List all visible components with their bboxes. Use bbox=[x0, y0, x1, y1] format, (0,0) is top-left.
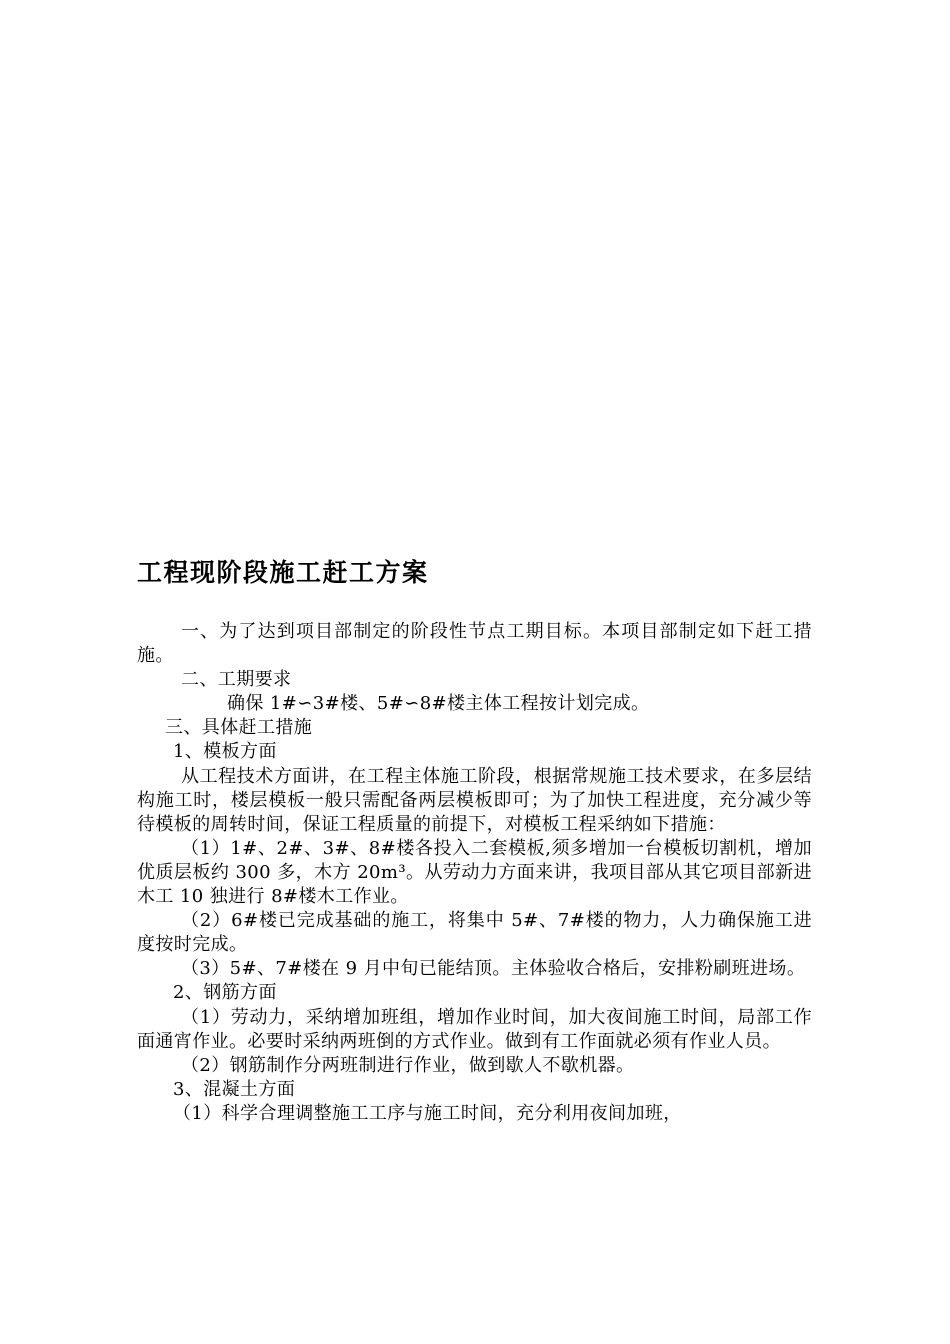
list-item-formwork-2: （2）6#楼已完成基础的施工，将集中 5#、7#楼的物力，人力确保施工进度按时完成。 bbox=[137, 910, 812, 956]
heading-concrete: 3、混凝土方面 bbox=[173, 1078, 296, 1100]
paragraph-schedule-requirement: 确保 1#∽3#楼、5#∽8#楼主体工程按计划完成。 bbox=[227, 693, 650, 715]
list-item-formwork-1: （1）1#、2#、3#、8#楼各投入二套模板,须多增加一台模板切割机，增加优质层板约 300 多，木方 20m³。从劳动力方面来讲，我项目部从其它项目部新进木工 10 独进行 8#楼木工作业。 bbox=[137, 837, 812, 908]
paragraph-formwork-intro: 从工程技术方面讲，在工程主体施工阶段，根据常规施工技术要求，在多层结构施工时，楼层模板一般只需配备两层模板即可；为了加快工程进度，充分减少等待模板的周转时间，保证工程质量的前提下，对模板工程采纳如下措施： bbox=[137, 765, 812, 835]
list-item-rebar-1: （1）劳动力，采纳增加班组，增加作业时间，加大夜间施工时间，局部工作面通宵作业。必要时采纳两班倒的方式作业。做到有工作面就必须有作业人员。 bbox=[137, 1006, 812, 1052]
list-item-concrete-1: （1）科学合理调整施工工序与施工时间，充分利用夜间加班， bbox=[173, 1102, 682, 1124]
paragraph-intro: 一、为了达到项目部制定的阶段性节点工期目标。本项目部制定如下赶工措施。 bbox=[137, 621, 812, 667]
document-title: 工程现阶段施工赶工方案 bbox=[137, 558, 429, 587]
document-body bbox=[137, 620, 812, 1126]
list-item-rebar-2: （2）钢筋制作分两班制进行作业，做到歇人不歇机器。 bbox=[181, 1054, 635, 1076]
heading-formwork: 1、模板方面 bbox=[173, 741, 277, 763]
heading-rebar: 2、钢筋方面 bbox=[173, 982, 277, 1004]
heading-specific-measures: 三、具体赶工措施 bbox=[165, 717, 313, 739]
heading-schedule-requirements: 二、工期要求 bbox=[181, 669, 292, 691]
list-item-formwork-3: （3）5#、7#楼在 9 月中旬已能结顶。主体验收合格后，安排粉刷班进场。 bbox=[181, 958, 806, 980]
